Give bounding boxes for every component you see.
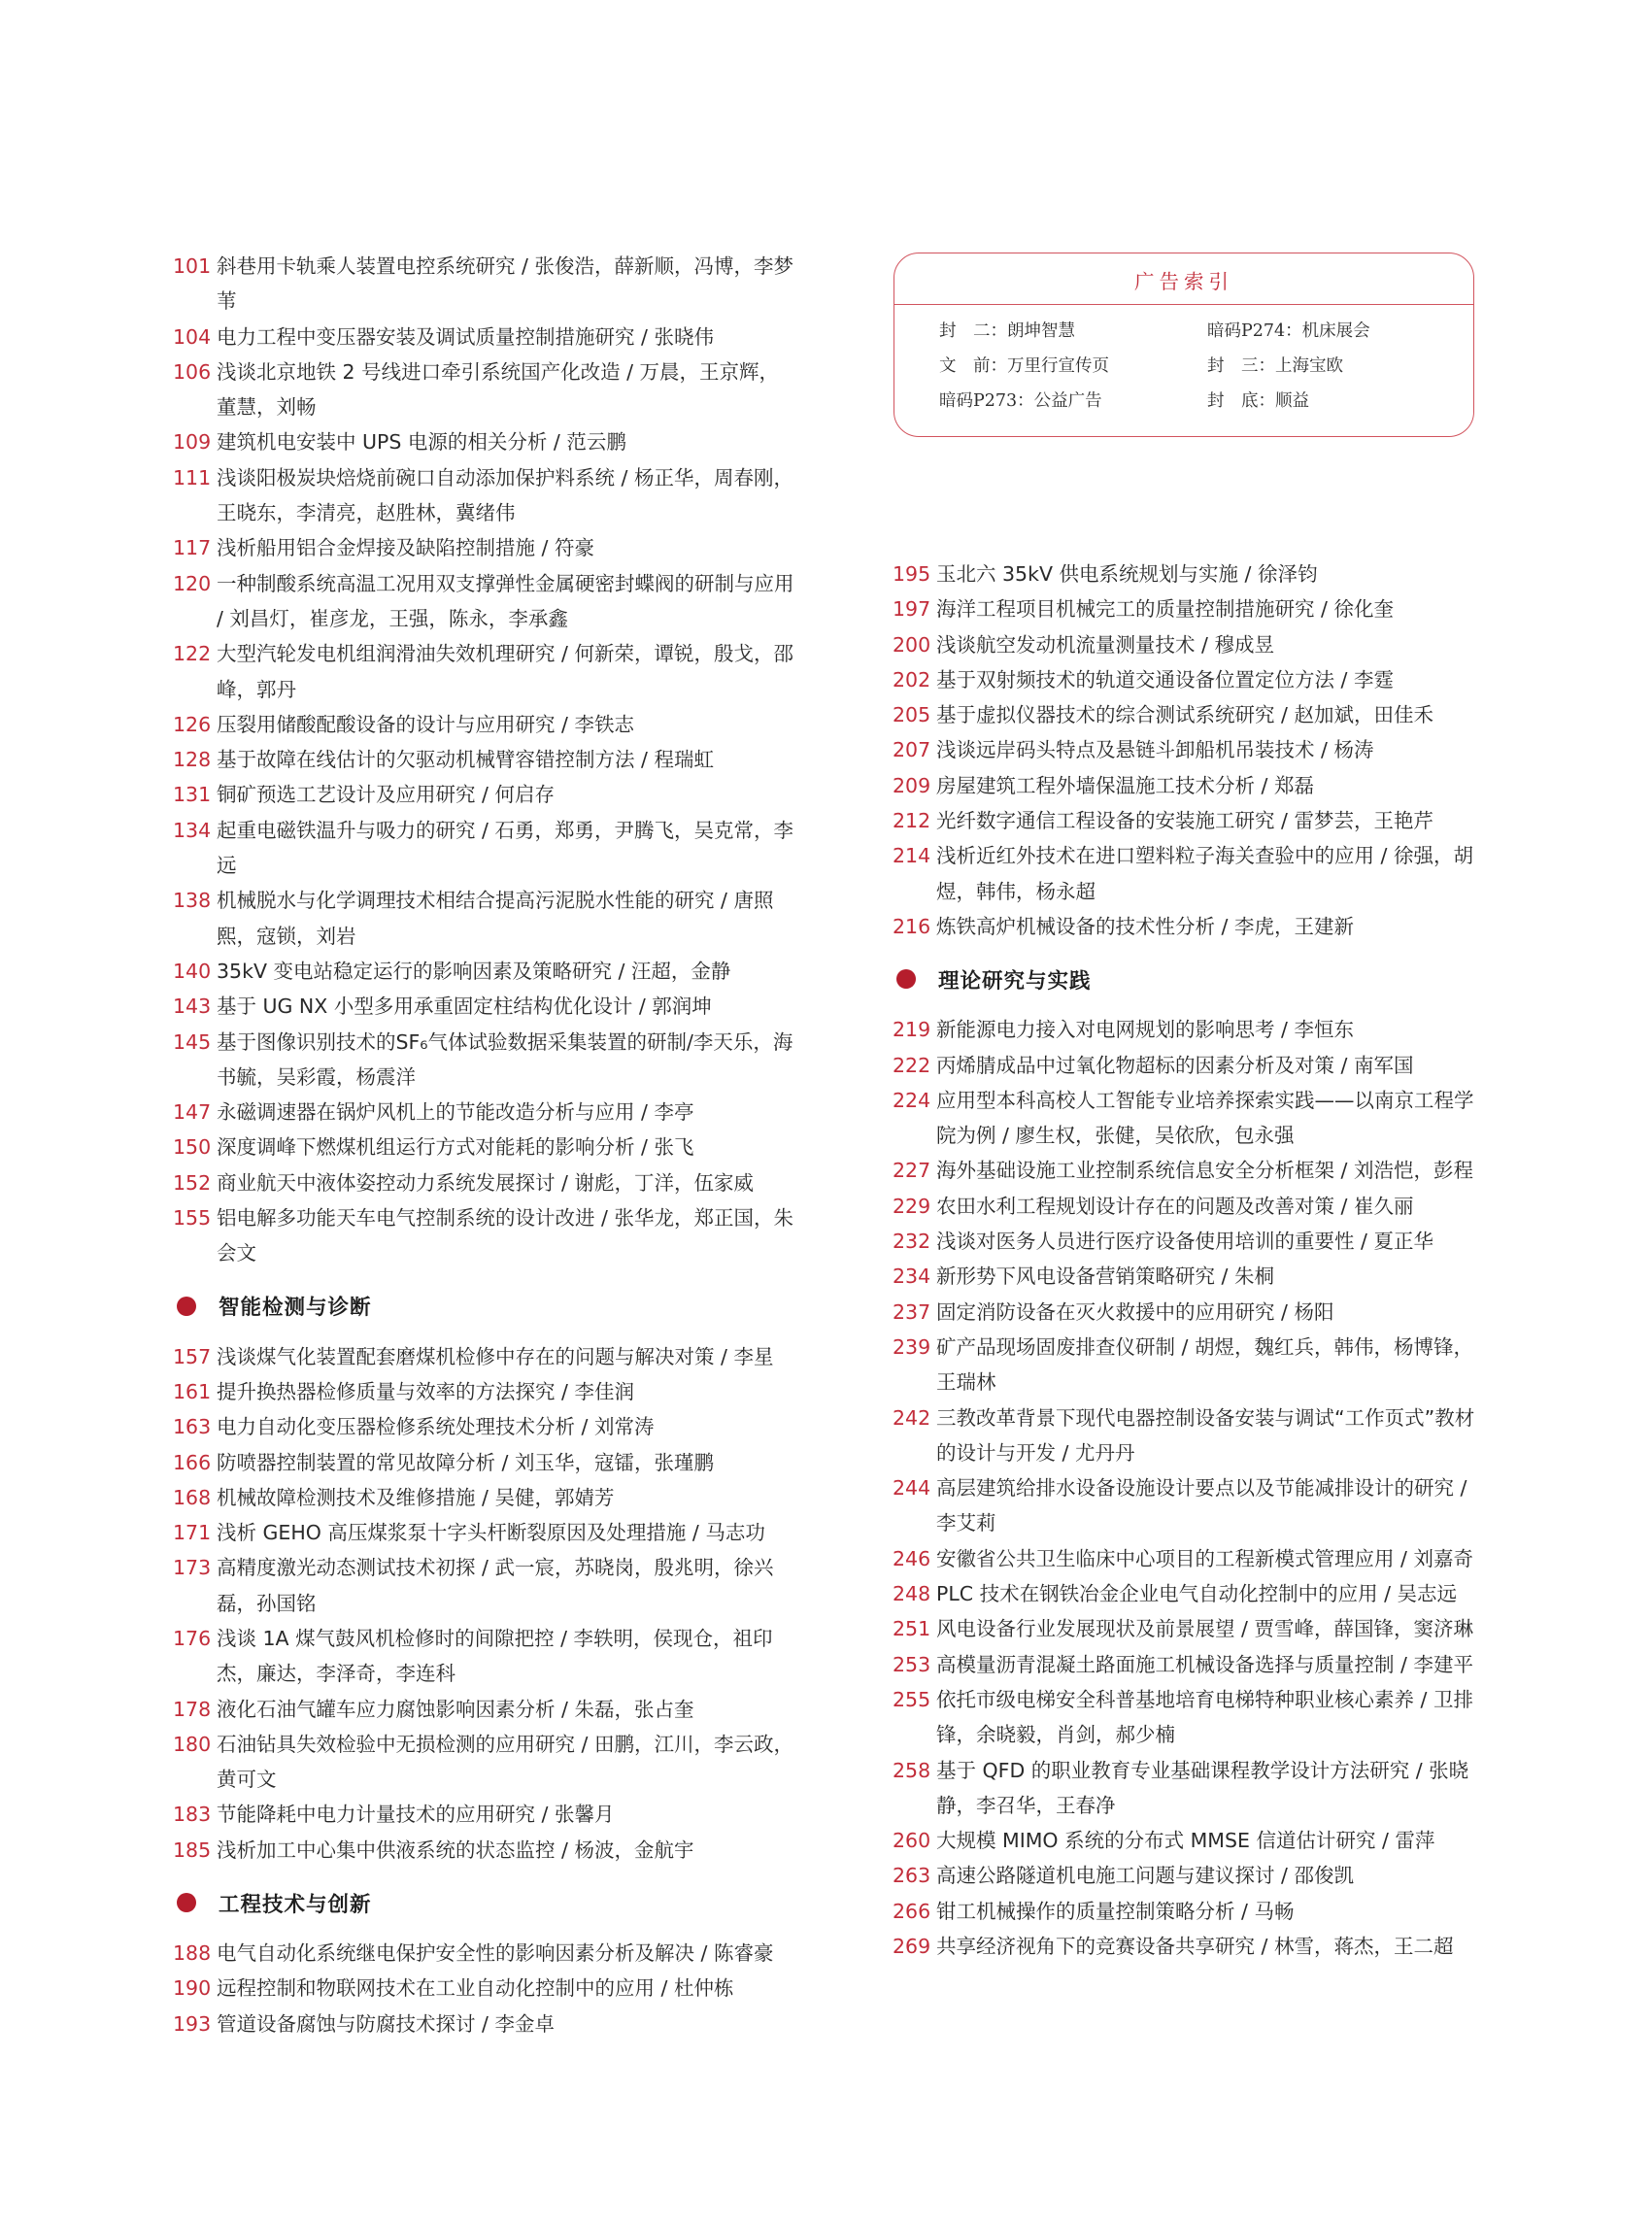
toc-entry (893, 1576, 1479, 1611)
toc-page-number: 178 (173, 1697, 212, 1721)
toc-article-title: 提升换热器检修质量与效率的方法探究 / 李佳润 (217, 1379, 634, 1403)
toc-article-title: 管道设备腐蚀与防腐技术探讨 / 李金卓 (217, 2011, 555, 2036)
toc-group-left-2 (173, 1339, 794, 1868)
toc-entry (173, 707, 794, 742)
toc-entry (173, 1409, 794, 1444)
toc-page-number: 219 (893, 1018, 931, 1042)
toc-entry (893, 1647, 1479, 1682)
toc-group-right-2 (893, 1012, 1479, 1964)
toc-article-title: 浅谈航空发动机流量测量技术 / 穆成昱 (936, 632, 1274, 657)
toc-entry (893, 1224, 1479, 1259)
toc-entry (173, 1692, 794, 1727)
toc-article-title: 压裂用储酸配酸设备的设计与应用研究 / 李铁志 (217, 712, 634, 736)
toc-left-column (173, 249, 794, 2041)
toc-page-number: 197 (893, 597, 931, 622)
toc-article-title: 斜巷用卡轨乘人装置电控系统研究 / 张俊浩，薛新顺，冯博，李梦苇 (217, 254, 793, 314)
toc-article-title: 机械故障检测技术及维修措施 / 吴健，郭婧芳 (217, 1485, 615, 1509)
toc-entry (173, 1833, 794, 1868)
toc-page-number: 150 (173, 1135, 212, 1160)
toc-entry (173, 1480, 794, 1515)
toc-page-number: 111 (173, 465, 212, 489)
toc-entry (173, 1797, 794, 1832)
toc-page-number: 126 (173, 712, 212, 736)
toc-page-number: 195 (893, 562, 931, 586)
toc-entry (173, 1936, 794, 1971)
toc-article-title: 机械脱水与化学调理技术相结合提高污泥脱水性能的研究 / 唐照熙，寇锁，刘岩 (217, 889, 774, 948)
toc-entry (173, 1374, 794, 1409)
section-bullet-icon (177, 1297, 196, 1316)
section-heading-theory-practice (893, 958, 1479, 1000)
toc-entry (173, 2007, 794, 2041)
toc-entry (893, 803, 1479, 838)
toc-entry (893, 591, 1479, 626)
toc-page-number: 266 (893, 1899, 931, 1923)
toc-page-number: 140 (173, 959, 212, 983)
toc-entry (893, 1259, 1479, 1294)
toc-page-number: 229 (893, 1194, 931, 1218)
toc-page-number: 109 (173, 430, 212, 455)
toc-page-number: 263 (893, 1864, 931, 1888)
toc-page-number: 251 (893, 1617, 931, 1641)
toc-page-number: 120 (173, 571, 212, 595)
toc-article-title: 铜矿预选工艺设计及应用研究 / 何启存 (217, 783, 555, 807)
toc-page-number: 246 (893, 1546, 931, 1570)
toc-article-title: 应用型本科高校人工智能专业培养探索实践——以南京工程学院为例 / 廖生权，张健，吴依欣，包永强 (936, 1088, 1474, 1148)
toc-article-title: 起重电磁铁温升与吸力的研究 / 石勇，郑勇，尹腾飞，吴克常，李远 (217, 818, 793, 878)
toc-article-title: 固定消防设备在灭火救援中的应用研究 / 杨阳 (936, 1299, 1334, 1324)
toc-article-title: 浅谈对医务人员进行医疗设备使用培训的重要性 / 夏正华 (936, 1230, 1433, 1254)
toc-page-number: 147 (173, 1100, 212, 1125)
toc-page-number: 101 (173, 254, 212, 278)
toc-page-number: 171 (173, 1521, 212, 1545)
toc-article-title: 三教改革背景下现代电器控制设备安装与调试“工作页式”教材的设计与开发 / 尤丹丹 (936, 1405, 1475, 1465)
toc-page-number: 157 (173, 1344, 212, 1368)
toc-entry (173, 566, 794, 637)
toc-entry (893, 732, 1479, 767)
toc-page-number: 128 (173, 748, 212, 772)
toc-page-number: 214 (893, 844, 931, 868)
toc-article-title: 浅谈远岸码头特点及悬链斗卸船机吊装技术 / 杨涛 (936, 738, 1374, 762)
toc-article-title: 一种制酸系统高温工况用双支撑弹性金属硬密封蝶阀的研制与应用 / 刘昌灯，崔彦龙，王强，陈永，李承鑫 (217, 571, 794, 630)
toc-page-number: 163 (173, 1415, 212, 1439)
toc-article-title: 基于故障在线估计的欠驱动机械臂容错控制方法 / 程瑞虹 (217, 748, 714, 772)
toc-entry (173, 1515, 794, 1550)
toc-entry (893, 1470, 1479, 1541)
toc-entry (893, 1823, 1479, 1858)
toc-page-number: 131 (173, 783, 212, 807)
toc-page-number: 202 (893, 667, 931, 691)
toc-entry (893, 1753, 1479, 1824)
toc-page-number: 244 (893, 1476, 931, 1501)
toc-article-title: 光纤数字通信工程设备的安装施工研究 / 雷梦芸，王艳芹 (936, 809, 1433, 833)
toc-article-title: 高精度激光动态测试技术初探 / 武一宸，苏晓岗，殷兆明，徐兴磊，孙国铭 (217, 1556, 774, 1615)
toc-page-number: 234 (893, 1265, 931, 1289)
section-title: 理论研究与实践 (938, 968, 1092, 994)
toc-entry (173, 1445, 794, 1480)
ad-index-item: 文 前：万里行宣传页 (939, 356, 1109, 376)
toc-entry (893, 909, 1479, 944)
toc-article-title: 浅析加工中心集中供液系统的状态监控 / 杨波，金航宇 (217, 1838, 694, 1862)
toc-article-title: 节能降耗中电力计量技术的应用研究 / 张馨月 (217, 1803, 615, 1827)
section-title: 智能检测与诊断 (219, 1296, 372, 1321)
toc-page-number: 161 (173, 1379, 212, 1403)
toc-entry (173, 1095, 794, 1130)
toc-article-title: 永磁调速器在锅炉风机上的节能改造分析与应用 / 李亭 (217, 1100, 694, 1125)
toc-entry (893, 768, 1479, 803)
toc-page-number: 248 (893, 1582, 931, 1606)
toc-page-number: 237 (893, 1299, 931, 1324)
toc-entry (893, 1929, 1479, 1964)
toc-entry (173, 1727, 794, 1798)
toc-group-left-1 (173, 249, 794, 1271)
toc-article-title: 依托市级电梯安全科普基地培育电梯特种职业核心素养 / 卫排锋，余晓毅，肖剑，郝少楠 (936, 1687, 1473, 1747)
toc-page-number: 188 (173, 1941, 212, 1966)
toc-article-title: 铝电解多功能天车电气控制系统的设计改进 / 张华龙，郑正国，朱会文 (217, 1206, 793, 1265)
section-bullet-icon (177, 1893, 196, 1912)
toc-article-title: 基于虚拟仪器技术的综合测试系统研究 / 赵加斌，田佳禾 (936, 703, 1433, 727)
toc-entry (893, 627, 1479, 662)
toc-entry (173, 1971, 794, 2006)
toc-article-title: 钳工机械操作的质量控制策略分析 / 马畅 (936, 1899, 1295, 1923)
ad-index-list (939, 317, 1473, 416)
toc-entry (173, 1550, 794, 1621)
toc-article-title: 液化石油气罐车应力腐蚀影响因素分析 / 朱磊，张占奎 (217, 1697, 694, 1721)
toc-article-title: 深度调峰下燃煤机组运行方式对能耗的影响分析 / 张飞 (217, 1135, 694, 1160)
section-heading-intelligent-detection (173, 1285, 794, 1328)
toc-page-number: 143 (173, 995, 212, 1019)
toc-page-number: 212 (893, 809, 931, 833)
toc-article-title: 基于 UG NX 小型多用承重固定柱结构优化设计 / 郭润坤 (217, 995, 712, 1019)
ad-index-item: 封 底：顺益 (1207, 391, 1309, 411)
toc-entry (893, 1894, 1479, 1929)
toc-entry (173, 1165, 794, 1200)
toc-page-number: 134 (173, 818, 212, 842)
toc-entry (173, 813, 794, 884)
toc-entry (893, 662, 1479, 697)
toc-entry (893, 1330, 1479, 1400)
toc-page-number: 138 (173, 889, 212, 913)
toc-article-title: 基于 QFD 的职业教育专业基础课程教学设计方法研究 / 张晓静，李召华，王春净 (936, 1758, 1469, 1817)
toc-entry (893, 1295, 1479, 1330)
toc-article-title: 炼铁高炉机械设备的技术性分析 / 李虎，王建新 (936, 914, 1354, 938)
toc-page-number: 207 (893, 738, 931, 762)
toc-page-number: 205 (893, 703, 931, 727)
toc-article-title: 共享经济视角下的竞赛设备共享研究 / 林雪，蒋杰，王二超 (936, 1934, 1454, 1958)
ad-index-item: 暗码P273：公益广告 (939, 391, 1102, 411)
toc-entry (173, 1200, 794, 1271)
toc-page-number: 239 (893, 1334, 931, 1359)
toc-group-right-1 (893, 556, 1479, 944)
toc-article-title: 高层建筑给排水设备设施设计要点以及节能减排设计的研究 / 李艾莉 (936, 1476, 1467, 1535)
toc-page-number: 222 (893, 1053, 931, 1077)
toc-entry (173, 954, 794, 989)
toc-article-title: 矿产品现场固废排查仪研制 / 胡煜，魏红兵，韩伟，杨博锋，王瑞林 (936, 1334, 1473, 1395)
toc-page-number: 269 (893, 1934, 931, 1958)
toc-entry (173, 460, 794, 531)
toc-article-title: 石油钻具失效检验中无损检测的应用研究 / 田鹏，江川，李云政，黄可文 (217, 1732, 793, 1792)
toc-article-title: 基于图像识别技术的SF₆气体试验数据采集装置的研制/李天乐，海书毓，吴彩霞，杨震洋 (217, 1029, 793, 1089)
toc-page-number: 193 (173, 2011, 212, 2036)
toc-entry (173, 1130, 794, 1164)
toc-page-number: 104 (173, 324, 212, 349)
toc-article-title: 浅谈 1A 煤气鼓风机检修时的间隙把控 / 李轶明，侯现仓，祖印杰，廉达，李泽奇，李连科 (217, 1626, 773, 1686)
toc-article-title: 农田水利工程规划设计存在的问题及改善对策 / 崔久丽 (936, 1194, 1414, 1218)
toc-page-number: 117 (173, 536, 212, 560)
toc-article-title: 新能源电力接入对电网规划的影响思考 / 李恒东 (936, 1018, 1354, 1042)
toc-page-number: 216 (893, 914, 931, 938)
toc-article-title: 防喷器控制装置的常见故障分析 / 刘玉华，寇镭，张瑾鹏 (217, 1450, 714, 1474)
section-heading-engineering-innovation (173, 1881, 794, 1924)
toc-page-number: 260 (893, 1829, 931, 1853)
toc-group-left-3 (173, 1936, 794, 2041)
toc-article-title: 高速公路隧道机电施工问题与建议探讨 / 邵俊凯 (936, 1864, 1354, 1888)
toc-entry (173, 249, 794, 320)
toc-entry (893, 1048, 1479, 1083)
toc-article-title: 电力自动化变压器检修系统处理技术分析 / 刘常涛 (217, 1415, 655, 1439)
ad-index-divider (894, 304, 1473, 305)
toc-page-number: 168 (173, 1485, 212, 1509)
toc-page-number: 122 (173, 642, 212, 666)
toc-article-title: PLC 技术在钢铁冶金企业电气自动化控制中的应用 / 吴志远 (936, 1582, 1458, 1606)
toc-article-title: 浅谈煤气化装置配套磨煤机检修中存在的问题与解决对策 / 李星 (217, 1344, 774, 1368)
toc-article-title: 建筑机电安装中 UPS 电源的相关分析 / 范云鹏 (217, 430, 626, 455)
toc-entry (893, 1400, 1479, 1471)
toc-entry (893, 1682, 1479, 1753)
toc-entry (173, 636, 794, 707)
toc-page-number: 258 (893, 1758, 931, 1782)
toc-article-title: 浅析近红外技术在进口塑料粒子海关查验中的应用 / 徐强，胡煜，韩伟，杨永超 (936, 844, 1473, 903)
toc-article-title: 浅析 GEHO 高压煤浆泵十字头杆断裂原因及处理措施 / 马志功 (217, 1521, 765, 1545)
toc-article-title: 海洋工程项目机械完工的质量控制措施研究 / 徐化奎 (936, 597, 1394, 622)
toc-entry (173, 1025, 794, 1096)
toc-page-number: 145 (173, 1029, 212, 1054)
toc-entry (893, 1153, 1479, 1188)
toc-entry (893, 1858, 1479, 1893)
toc-entry (893, 556, 1479, 591)
toc-article-title: 丙烯腈成品中过氧化物超标的因素分析及对策 / 南军国 (936, 1053, 1414, 1077)
toc-article-title: 风电设备行业发展现状及前景展望 / 贾雪峰，薛国锋，窦济琳 (936, 1617, 1473, 1641)
toc-article-title: 浅析船用铝合金焊接及缺陷控制措施 / 符豪 (217, 536, 594, 560)
toc-page-number: 200 (893, 632, 931, 657)
toc-entry (173, 530, 794, 565)
toc-entry (893, 1012, 1479, 1047)
toc-article-title: 大型汽轮发电机组润滑油失效机理研究 / 何新荣，谭锐，殷戈，邵峰，郭丹 (217, 642, 793, 701)
toc-page-number: 183 (173, 1803, 212, 1827)
ad-index-box (893, 253, 1474, 437)
toc-article-title: 海外基础设施工业控制系统信息安全分析框架 / 刘浩恺，彭程 (936, 1159, 1473, 1183)
toc-page-number: 255 (893, 1687, 931, 1711)
toc-article-title: 玉北六 35kV 供电系统规划与实施 / 徐泽钧 (936, 562, 1318, 586)
toc-article-title: 浅谈阳极炭块焙烧前碗口自动添加保护料系统 / 杨正华，周春刚，王晓东，李清亮，赵胜林，冀绪伟 (217, 465, 793, 525)
toc-page-number: 185 (173, 1838, 212, 1862)
toc-entry (173, 742, 794, 777)
toc-article-title: 电力工程中变压器安装及调试质量控制措施研究 / 张晓伟 (217, 324, 714, 349)
toc-article-title: 基于双射频技术的轨道交通设备位置定位方法 / 李霆 (936, 667, 1394, 691)
toc-entry (893, 1189, 1479, 1224)
toc-page-number: 242 (893, 1405, 931, 1430)
toc-article-title: 35kV 变电站稳定运行的影响因素及策略研究 / 汪超，金静 (217, 959, 731, 983)
toc-page-number: 232 (893, 1230, 931, 1254)
toc-article-title: 浅谈北京地铁 2 号线进口牵引系统国产化改造 / 万晨，王京辉，董慧，刘畅 (217, 359, 780, 420)
ad-index-title: 广告索引 (1134, 270, 1233, 293)
toc-page-number: 152 (173, 1170, 212, 1195)
toc-article-title: 远程控制和物联网技术在工业自动化控制中的应用 / 杜仲栋 (217, 1976, 734, 2001)
toc-page-number: 106 (173, 359, 212, 384)
toc-entry (173, 883, 794, 954)
toc-entry (173, 1621, 794, 1692)
toc-entry (893, 1611, 1479, 1646)
ad-index-item: 暗码P274：机床展会 (1207, 321, 1370, 341)
toc-page-number: 190 (173, 1976, 212, 2001)
toc-entry (173, 1339, 794, 1374)
toc-page-number: 166 (173, 1450, 212, 1474)
toc-page-number: 180 (173, 1732, 212, 1756)
toc-entry (893, 1083, 1479, 1154)
ad-index-item: 封 三：上海宝欧 (1207, 356, 1343, 376)
section-bullet-icon (896, 969, 916, 989)
toc-page-number: 155 (173, 1206, 212, 1231)
toc-article-title: 高模量沥青混凝土路面施工机械设备选择与质量控制 / 李建平 (936, 1652, 1473, 1676)
toc-entry (173, 354, 794, 425)
toc-article-title: 大规模 MIMO 系统的分布式 MMSE 信道估计研究 / 雷萍 (936, 1829, 1435, 1853)
toc-right-column (893, 556, 1479, 1964)
toc-page-number: 173 (173, 1556, 212, 1580)
toc-page-number: 209 (893, 773, 931, 797)
section-title: 工程技术与创新 (219, 1892, 372, 1917)
toc-entry (893, 697, 1479, 732)
toc-article-title: 电气自动化系统继电保护安全性的影响因素分析及解决 / 陈睿豪 (217, 1941, 774, 1966)
toc-article-title: 安徽省公共卫生临床中心项目的工程新模式管理应用 / 刘嘉奇 (936, 1546, 1473, 1570)
toc-article-title: 新形势下风电设备营销策略研究 / 朱桐 (936, 1265, 1274, 1289)
toc-entry (893, 838, 1479, 909)
toc-article-title: 商业航天中液体姿控动力系统发展探讨 / 谢彪，丁洋，伍家威 (217, 1170, 754, 1195)
toc-entry (173, 777, 794, 812)
toc-page-number: 176 (173, 1626, 212, 1650)
toc-page-number: 224 (893, 1088, 931, 1112)
toc-entry (173, 424, 794, 459)
toc-article-title: 房屋建筑工程外墙保温施工技术分析 / 郑磊 (936, 773, 1314, 797)
toc-entry (173, 989, 794, 1024)
ad-index-item: 封 二：朗坤智慧 (939, 321, 1075, 341)
toc-entry (173, 320, 794, 354)
toc-entry (893, 1541, 1479, 1576)
toc-page-number: 253 (893, 1652, 931, 1676)
toc-page-number: 227 (893, 1159, 931, 1183)
